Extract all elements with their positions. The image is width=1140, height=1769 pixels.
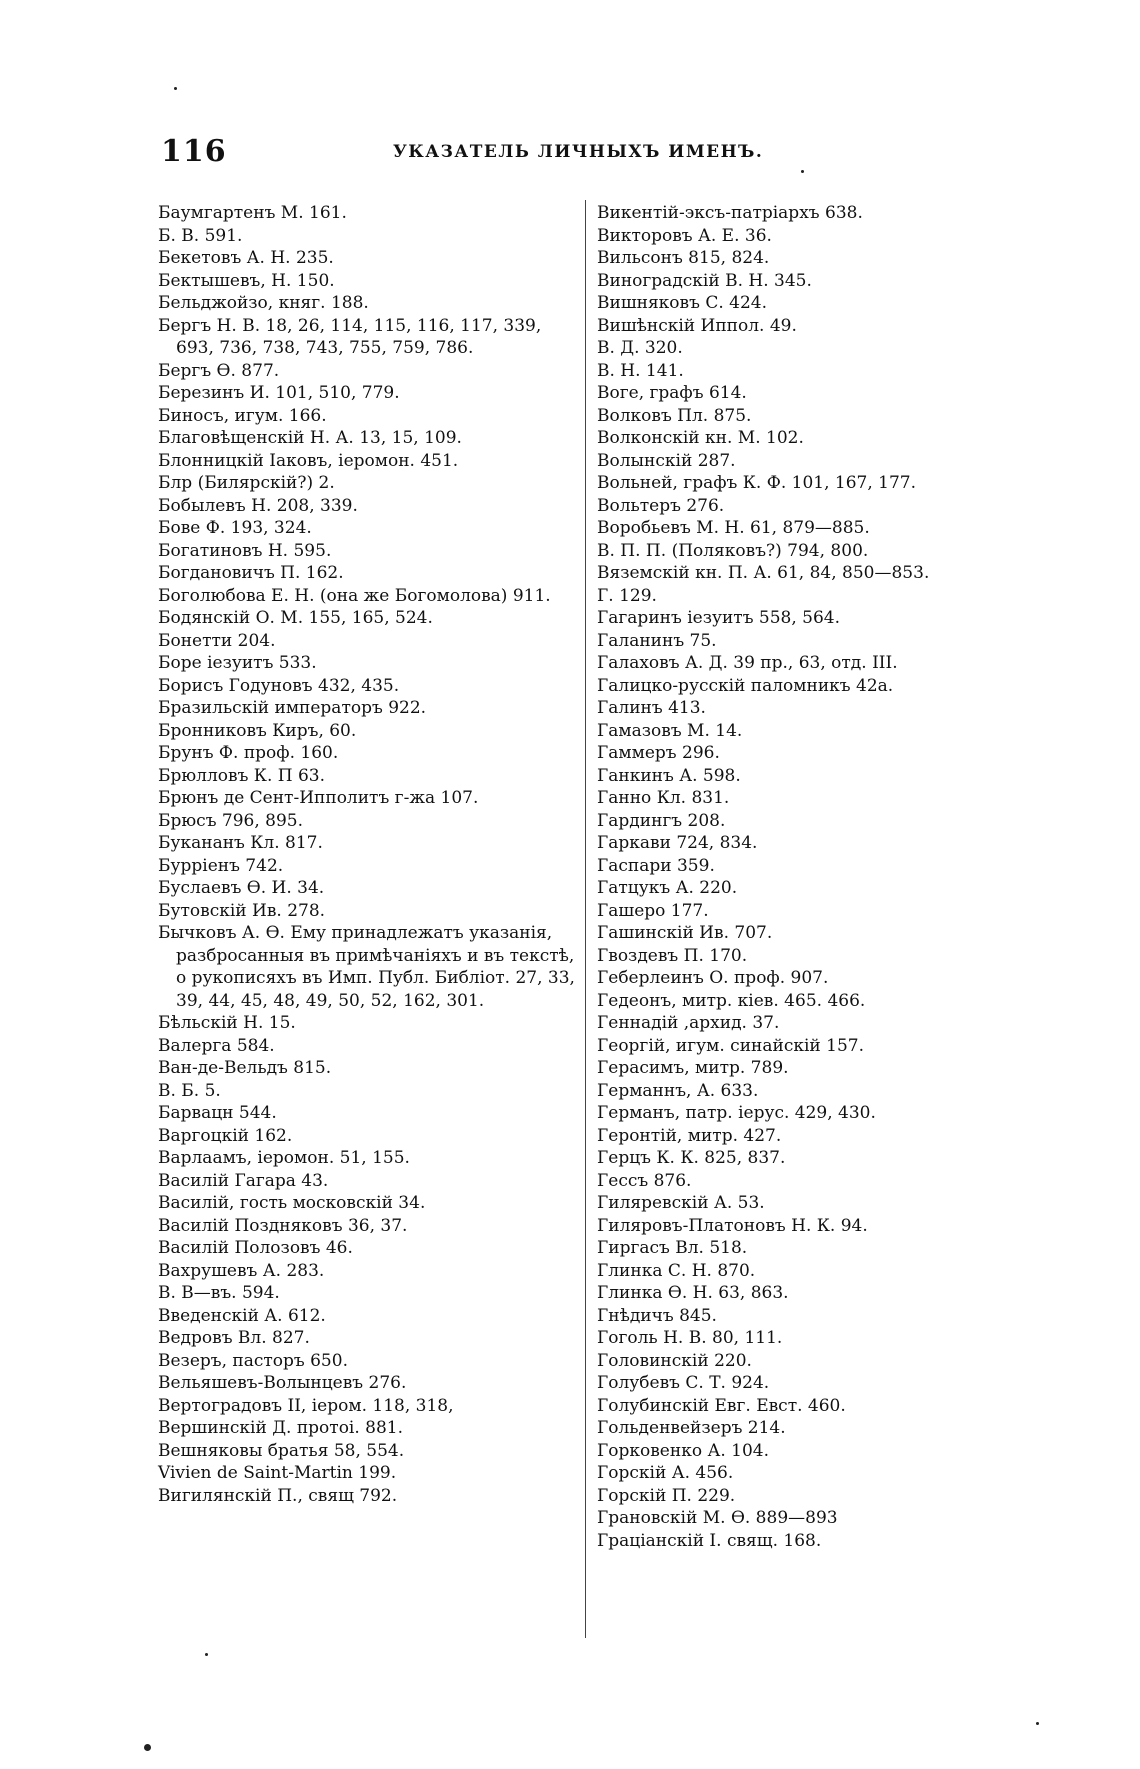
index-entry: Вильсонъ 815, 824. xyxy=(597,248,770,268)
index-entry: Воге, графъ 614. xyxy=(597,383,747,403)
index-entry: Бектышевъ, Н. 150. xyxy=(158,270,335,291)
index-entry: Ведровъ Вл. 827. xyxy=(158,1328,310,1348)
index-entry: Горскій П. 229. xyxy=(597,1485,736,1506)
index-entry: Ганкинъ А. 598. xyxy=(597,765,741,786)
index-entry: Гагаринъ іезуитъ 558, 564. xyxy=(597,608,841,628)
index-column-left xyxy=(158,202,580,1507)
index-entry: Vivien de Saint-Martin 199. xyxy=(158,1463,397,1483)
index-entry: Бобылевъ Н. 208, 339. xyxy=(158,495,358,516)
index-entry: Виноградскій В. Н. 345. xyxy=(597,270,812,291)
index-entry: Брюлловъ К. П 63. xyxy=(158,765,326,786)
index-entry: Глинка Ѳ. Н. 63, 863. xyxy=(597,1283,789,1303)
index-entry: Вяземскій кн. П. А. 61, 84, 850—853. xyxy=(597,563,930,583)
index-entry: Вахрушевъ А. 283. xyxy=(158,1260,325,1281)
index-entry: Бронниковъ Киръ, 60. xyxy=(158,720,357,741)
index-entry: Введенскій А. 612. xyxy=(158,1305,326,1326)
index-entry: Гаммеръ 296. xyxy=(597,743,720,763)
index-entry: Вершинскій Д. протоі. 881. xyxy=(158,1418,404,1438)
index-entry: Голубевъ С. Т. 924. xyxy=(597,1373,770,1393)
index-entry: Ван-де-Вельдъ 815. xyxy=(158,1058,332,1078)
index-entry: Гиляревскій А. 53. xyxy=(597,1193,765,1213)
index-entry: Геннадій ,архид. 37. xyxy=(597,1013,780,1033)
index-entry: Гашеро 177. xyxy=(597,900,709,921)
index-entry: Боре іезуитъ 533. xyxy=(158,653,317,673)
index-entry: Благовѣщенскій Н. А. 13, 15, 109. xyxy=(158,428,462,448)
page-number: 116 xyxy=(161,134,227,169)
index-entry: Гатцукъ А. 220. xyxy=(597,878,738,898)
index-entry: Гольденвейзеръ 214. xyxy=(597,1418,786,1438)
index-entry: Богдановичъ П. 162. xyxy=(158,563,344,583)
index-entry: Блонницкій Іаковъ, іеромон. 451. xyxy=(158,450,459,471)
index-entry: Бергъ Н. В. 18, 26, 114, 115, 116, 117, 339, 693, 736, 738, 743, 755, 759, 786. xyxy=(158,315,542,358)
index-entry: В. П. П. (Поляковъ?) 794, 800. xyxy=(597,540,869,561)
index-entry: Гашинскій Ив. 707. xyxy=(597,923,773,943)
index-entry: Воробьевъ М. Н. 61, 879—885. xyxy=(597,518,870,538)
index-entry: Вигилянскій П., свящ 792. xyxy=(158,1485,398,1506)
index-entry: Биносъ, игум. 166. xyxy=(158,405,327,426)
index-entry: Бурріенъ 742. xyxy=(158,855,284,876)
index-column-right xyxy=(597,202,989,1552)
index-entry: Головинскій 220. xyxy=(597,1350,752,1371)
index-entry: Вишняковъ С. 424. xyxy=(597,293,767,313)
index-entry: Гессъ 876. xyxy=(597,1170,692,1191)
index-entry: Волынскій 287. xyxy=(597,450,736,471)
index-entry: Богатиновъ Н. 595. xyxy=(158,540,332,561)
index-entry: Букананъ Кл. 817. xyxy=(158,833,323,853)
index-entry: Ганно Кл. 831. xyxy=(597,788,730,808)
index-entry: Везеръ, пасторъ 650. xyxy=(158,1350,348,1371)
index-entry: Бычковъ А. Ѳ. Ему принадлежатъ указанія, разбросанныя въ примѣчаніяхъ и въ текстѣ, о рукописяхъ въ Имп. Публ. Библіот. 27, 33, 39, 44, 45, 48, 49, 50, 52, 162, 301. xyxy=(158,923,575,1011)
index-entry: Блр (Билярскій?) 2. xyxy=(158,473,335,493)
index-entry: Брунъ Ф. проф. 160. xyxy=(158,743,339,763)
index-entry: Грановскій М. Ѳ. 889—893 xyxy=(597,1508,838,1528)
index-entry: Викентій-эксъ-патріархъ 638. xyxy=(597,203,863,223)
index-entry: Боголюбова Е. Н. (она же Богомолова) 911. xyxy=(158,585,551,606)
index-entry: В. Д. 320. xyxy=(597,338,683,358)
index-entry: Вертоградовъ II, іером. 118, 318, xyxy=(158,1395,454,1416)
index-entry: Глинка С. Н. 870. xyxy=(597,1260,756,1281)
index-entry: Гамазовъ М. 14. xyxy=(597,720,743,741)
index-entry: Вельяшевъ-Волынцевъ 276. xyxy=(158,1373,407,1393)
index-entry: Г. 129. xyxy=(597,585,657,606)
index-entry: В. Б. 5. xyxy=(158,1080,221,1101)
index-entry: Бове Ф. 193, 324. xyxy=(158,518,312,538)
index-entry: Герцъ К. К. 825, 837. xyxy=(597,1148,786,1168)
index-entry: Вишѣнскій Иппол. 49. xyxy=(597,315,797,336)
index-entry: Галицко-русскій паломникъ 42а. xyxy=(597,675,894,696)
index-entry: В. В—въ. 594. xyxy=(158,1283,280,1303)
index-entry: Гаркави 724, 834. xyxy=(597,833,758,853)
index-entry: Гаспари 359. xyxy=(597,855,715,876)
index-entry: Брюсъ 796, 895. xyxy=(158,810,304,831)
index-entry: Гардингъ 208. xyxy=(597,810,726,831)
index-entry: Валерга 584. xyxy=(158,1035,275,1056)
index-entry: Галаховъ А. Д. 39 пр., 63, отд. III. xyxy=(597,653,898,673)
index-entry: Гоголь Н. В. 80, 111. xyxy=(597,1328,783,1348)
index-entry: Герасимъ, митр. 789. xyxy=(597,1058,789,1078)
index-entry: Волконскій кн. М. 102. xyxy=(597,428,804,448)
index-entry: Германнъ, А. 633. xyxy=(597,1080,759,1101)
index-entry: Гнѣдичъ 845. xyxy=(597,1305,717,1326)
index-entry: Брюнъ де Сент-Ипполитъ г-жа 107. xyxy=(158,788,479,808)
index-entry: Березинъ И. 101, 510, 779. xyxy=(158,383,400,403)
index-entry: Германъ, патр. іерус. 429, 430. xyxy=(597,1103,876,1123)
index-entry: Бонетти 204. xyxy=(158,630,276,651)
ink-speck xyxy=(144,1744,151,1751)
ink-speck xyxy=(1036,1722,1039,1725)
index-entry: Георгій, игум. синайскій 157. xyxy=(597,1035,865,1056)
index-entry: Гиргасъ Вл. 518. xyxy=(597,1238,748,1258)
index-entry: Борисъ Годуновъ 432, 435. xyxy=(158,675,400,696)
index-entry: Гиляровъ-Платоновъ Н. К. 94. xyxy=(597,1215,868,1236)
index-entry: Вольней, графъ К. Ф. 101, 167, 177. xyxy=(597,473,917,493)
index-entry: Геронтій, митр. 427. xyxy=(597,1125,782,1146)
index-entry: Василій Поздняковъ 36, 37. xyxy=(158,1215,408,1236)
index-entry: Бѣльскій Н. 15. xyxy=(158,1013,296,1033)
running-title: УКАЗАТЕЛЬ ЛИЧНЫХЪ ИМЕНЪ. xyxy=(393,142,764,162)
index-entry: Горскій А. 456. xyxy=(597,1463,734,1483)
index-entry: Горковенко А. 104. xyxy=(597,1440,769,1461)
ink-speck xyxy=(801,170,804,173)
index-entry: Вешняковы братья 58, 554. xyxy=(158,1440,405,1461)
index-entry: Бекетовъ А. Н. 235. xyxy=(158,248,334,268)
index-entry: Баумгартенъ М. 161. xyxy=(158,203,347,223)
index-entry: Бельджойзо, княг. 188. xyxy=(158,293,369,313)
index-entry: Барвацн 544. xyxy=(158,1103,277,1123)
index-entry: Варгоцкій 162. xyxy=(158,1125,293,1146)
ink-speck xyxy=(174,87,177,90)
index-entry: Волковъ Пл. 875. xyxy=(597,405,752,426)
index-entry: Бразильскій императоръ 922. xyxy=(158,698,427,718)
index-entry: Варлаамъ, іеромон. 51, 155. xyxy=(158,1148,410,1168)
index-entry: Галинъ 413. xyxy=(597,698,706,718)
index-entry: Бергъ Ѳ. 877. xyxy=(158,360,280,381)
index-entry: Василій Полозовъ 46. xyxy=(158,1238,353,1258)
column-divider xyxy=(585,200,586,1638)
index-entry: Василій, гость московскій 34. xyxy=(158,1193,426,1213)
ink-speck xyxy=(205,1653,208,1656)
index-entry: Вольтеръ 276. xyxy=(597,495,725,516)
index-entry: В. Н. 141. xyxy=(597,360,684,381)
index-entry: Геберлеинъ О. проф. 907. xyxy=(597,968,829,988)
index-entry: Бутовскій Ив. 278. xyxy=(158,900,326,921)
index-entry: Василій Гагара 43. xyxy=(158,1170,329,1191)
index-entry: Граціанскій І. свящ. 168. xyxy=(597,1530,822,1551)
index-entry: Гедеонъ, митр. кіев. 465. 466. xyxy=(597,990,866,1011)
index-entry: Голубинскій Евг. Евст. 460. xyxy=(597,1395,846,1416)
index-entry: Галанинъ 75. xyxy=(597,630,717,651)
index-entry: Бодянскій О. М. 155, 165, 524. xyxy=(158,608,433,628)
index-entry: Б. В. 591. xyxy=(158,225,243,246)
index-entry: Викторовъ А. Е. 36. xyxy=(597,225,772,246)
index-entry: Буслаевъ Ѳ. И. 34. xyxy=(158,878,325,898)
index-entry: Гвоздевъ П. 170. xyxy=(597,945,748,966)
